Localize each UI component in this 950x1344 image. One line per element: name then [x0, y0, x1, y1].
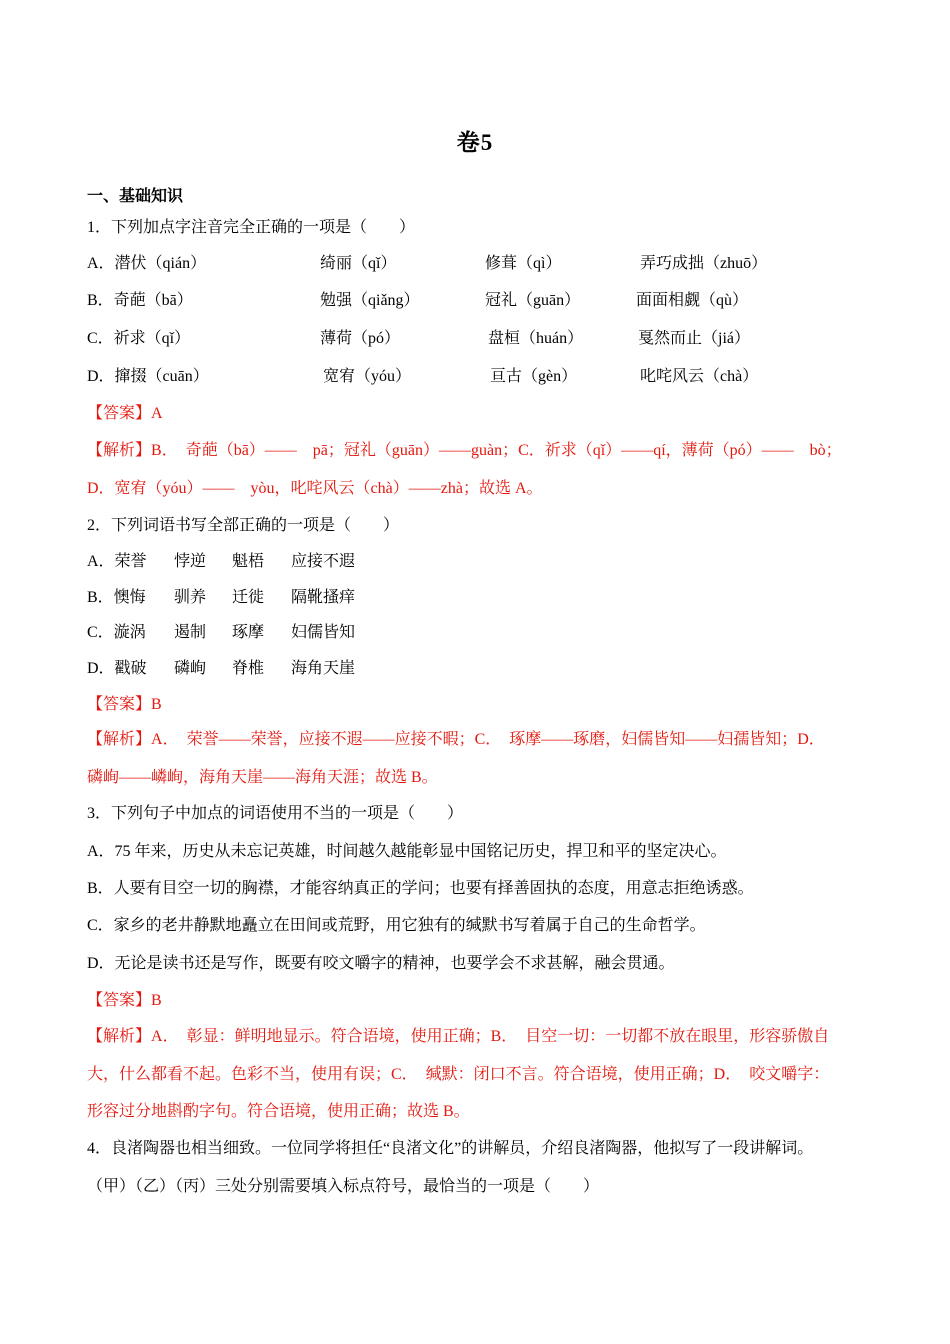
- answer-value: B: [151, 696, 162, 713]
- q1-option-a1: A．潜伏（qián）: [87, 255, 207, 272]
- q1-answer: [87, 403, 163, 425]
- q2-option-c4: 妇儒皆知: [291, 624, 356, 641]
- q2-option-b3: 迁徙: [232, 589, 265, 606]
- q2-option-d1: D．戳破: [87, 660, 147, 677]
- q1-option-d4: 叱咤风云（chà）: [640, 368, 759, 385]
- q1-option-c2: 薄荷（pó）: [320, 330, 401, 347]
- analysis-tag: 【解析】: [87, 1028, 152, 1045]
- analysis-tag: 【解析】: [87, 731, 152, 748]
- page-title: 卷5: [456, 130, 494, 155]
- q1-option-d2: 宽宥（yóu）: [323, 368, 412, 385]
- q2-analysis-line-2: 磷峋——嶙峋，海角天崖——海角天涯；故选 B。: [87, 769, 438, 786]
- q2-option-a1: A．荣誉: [87, 553, 147, 570]
- q1-option-d1: D．撺掇（cuān）: [87, 368, 209, 385]
- answer-tag: 【答案】: [87, 992, 152, 1009]
- q1-option-b4: 面面相觑（qù）: [636, 292, 749, 309]
- q3-analysis-line-1: [87, 1026, 829, 1048]
- q3-option-c: C．家乡的老井静默地矗立在田间或荒野，用它独有的缄默书写着属于自己的生命哲学。: [87, 917, 706, 934]
- q1-option-c3: 盘桓（huán）: [488, 330, 584, 347]
- q1-analysis-line-2: D．宽宥（yóu）—— yòu，叱咤风云（chà）——zhà；故选 A。: [87, 480, 543, 497]
- q2-analysis-line-1: [87, 729, 825, 751]
- q1-option-b3: 冠礼（guān）: [485, 292, 581, 309]
- q2-option-d4: 海角天崖: [291, 660, 356, 677]
- answer-tag: 【答案】: [87, 696, 152, 713]
- q1-option-c4: 戛然而止（jiá）: [638, 330, 750, 347]
- q3-option-a: A．75 年来，历史从未忘记英雄，时间越久越能彰显中国铭记历史，捍卫和平的坚定决心。: [87, 843, 727, 860]
- q2-answer: [87, 694, 162, 716]
- q2-option-c1: C．漩涡: [87, 624, 146, 641]
- q2-option-c2: 遏制: [174, 624, 207, 641]
- answer-value: A: [151, 405, 163, 422]
- answer-tag: 【答案】: [87, 405, 152, 422]
- q2-option-a4: 应接不遐: [291, 553, 356, 570]
- q2-option-d2: 磷峋: [174, 660, 207, 677]
- analysis-text: B． 奇葩（bā）—— pā；冠礼（guān）——guàn；C．祈求（qǐ）——qí，薄荷（pó）—— bò；: [151, 442, 842, 459]
- q1-option-a3: 修葺（qì）: [485, 255, 562, 272]
- q3-option-d: D．无论是读书还是写作，既要有咬文嚼字的精神，也要学会不求甚解，融会贯通。: [87, 955, 675, 972]
- q3-option-b: B．人要有目空一切的胸襟，才能容纳真正的学问；也要有择善固执的态度，用意志拒绝诱惑。: [87, 880, 754, 897]
- q3-stem: 3．下列句子中加点的词语使用不当的一项是（ ）: [87, 805, 464, 822]
- q1-analysis-line-1: [87, 440, 842, 462]
- q1-option-b1: B．奇葩（bā）: [87, 292, 193, 309]
- analysis-text: A． 彰显：鲜明地显示。符合语境，使用正确；B． 目空一切：一切都不放在眼里，形容骄傲自: [151, 1028, 830, 1045]
- q2-option-b4: 隔靴搔痒: [291, 589, 356, 606]
- q1-option-d3: 亘古（gèn）: [490, 368, 578, 385]
- q1-option-c1: C．祈求（qǐ）: [87, 330, 191, 347]
- q1-stem: 1．下列加点字注音完全正确的一项是（ ）: [87, 219, 416, 236]
- answer-value: B: [151, 992, 162, 1009]
- q2-option-d3: 脊椎: [232, 660, 265, 677]
- q1-option-a2: 绮丽（qǐ）: [320, 255, 397, 272]
- section-heading: 一、基础知识: [87, 186, 184, 205]
- analysis-tag: 【解析】: [87, 442, 152, 459]
- q2-option-b2: 驯养: [174, 589, 207, 606]
- q3-answer: [87, 990, 162, 1012]
- q2-stem: 2．下列词语书写全部正确的一项是（ ）: [87, 517, 400, 534]
- q3-analysis-line-2: 大，什么都看不起。色彩不当，使用有误；C． 缄默：闭口不言。符合语境，使用正确；D． 咬文嚼字：: [87, 1066, 830, 1083]
- q1-option-b2: 勉强（qiǎng）: [320, 292, 420, 309]
- q2-option-b1: B．懊悔: [87, 589, 146, 606]
- analysis-text: A． 荣誉——荣誉，应接不遐——应接不暇；C． 琢摩——琢磨，妇儒皆知——妇孺皆知；D．: [151, 731, 825, 748]
- q4-stem-line-1: 4．良渚陶器也相当细致。一位同学将担任“良渚文化”的讲解员，介绍良渚陶器，他拟写了一段讲解词。: [87, 1140, 814, 1157]
- q2-option-a2: 悖逆: [174, 553, 207, 570]
- q1-option-a4: 弄巧成拙（zhuō）: [640, 255, 768, 272]
- q4-stem-line-2: （甲）（乙）（丙）三处分别需要填入标点符号，最恰当的一项是（ ）: [87, 1178, 600, 1195]
- q2-option-c3: 琢摩: [232, 624, 265, 641]
- q2-option-a3: 魁梧: [232, 553, 265, 570]
- q3-analysis-line-3: 形容过分地斟酌字句。符合语境，使用正确；故选 B。: [87, 1103, 470, 1120]
